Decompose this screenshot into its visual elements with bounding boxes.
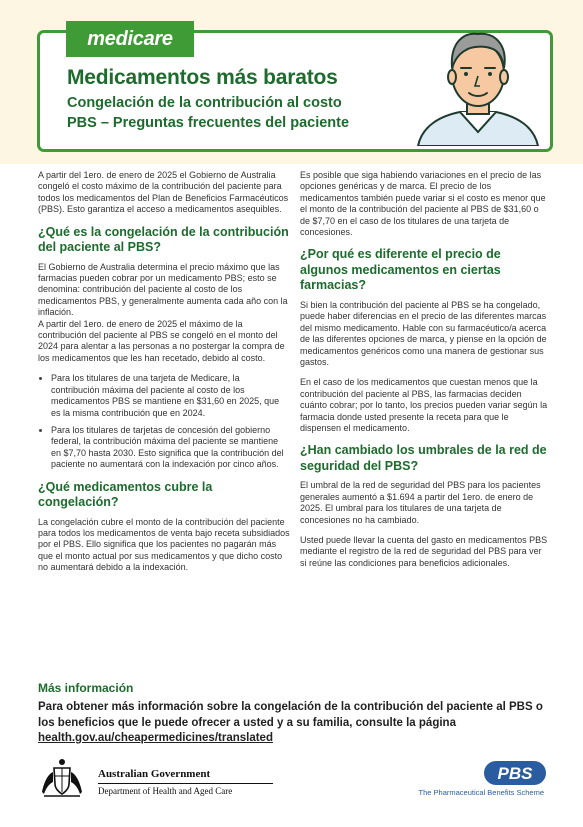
page-subtitle-line-2: PBS – Preguntas frecuentes del paciente [67, 115, 350, 131]
government-name: Australian Government [98, 768, 211, 780]
faq-heading-freeze: ¿Qué es la congelación de la contribución del paciente al PBS? [38, 224, 289, 255]
faq-heading-price-difference: ¿Por qué es diferente el precio de algunos medicamentos en ciertas farmacias? [300, 247, 501, 293]
pbs-tagline: The Pharmaceutical Benefits Scheme [418, 788, 544, 797]
faq-heading-coverage: ¿Qué medicamentos cubre la congelación? [38, 479, 213, 510]
faq-answer-paragraph: El Gobierno de Australia determina el precio máximo que las farmacias pueden cobrar por un medicamento PBS; esto se denomina: contribución del paciente al costo de los medicamentos PBS, y generalmente aumenta cada año con la inflación. [38, 261, 288, 318]
faq-answer-paragraph: A partir del 1ero. de enero de 2025 el máximo de la contribución del paciente al PBS se congeló en el monto del 2024 para alentar a las personas a no postergar la compra de los medicamentos que les han recetado, debido al costo. [38, 318, 285, 363]
page-title: Medicamentos más baratos [67, 66, 338, 89]
bullet-list [38, 373, 290, 470]
more-info-body: Para obtener más información sobre la congelación de la contribución del paciente al PBS o los beneficios que le puede ofrecer a usted y a su familia, consulte la página [38, 701, 543, 729]
list-item: • Para los titulares de una tarjeta de Medicare, la contribución máxima del paciente al costo de los medicamentos PBS se mantiene en $31,60 en 2025, que es la misma contribución que en 2024. [51, 373, 290, 419]
faq-answer-paragraph: Es posible que siga habiendo variaciones en el precio de las opciones genéricas y de marca. El precio de los medicamentos también puede variar si el costo es menor que el monto de la contribución del paciente al PBS de $31,60 o de $7,70 en el caso de los titulares de una tarjeta de concesiones. [300, 170, 546, 238]
faq-answer-paragraph: El umbral de la red de seguridad del PBS para los pacientes generales aumentó a $1.694 a partir del 1ero. de enero de 2025. El umbral para los titulares de una tarjeta de concesiones no ha cambiado. [300, 480, 541, 525]
page-subtitle-line-1: Congelación de la contribución al costo [67, 95, 342, 111]
faq-answer-paragraph: Usted puede llevar la cuenta del gasto en medicamentos PBS mediante el registro de la red de seguridad del PBS para ver si reúne las condiciones para beneficios adicionales. [300, 535, 548, 568]
faq-answer-paragraph: Si bien la contribución del paciente al PBS se ha congelado, puede haber diferencias en el precio de las diferentes marcas del mismo medicamento. Hable con su farmacéutico/a acerca de las diferentes opciones de marca, y piense en la opción de medicamentos genéricos como una manera de gestionar sus gastos. [300, 299, 547, 367]
medicare-logo: medicare [66, 21, 194, 57]
pbs-logo [483, 760, 547, 786]
faq-heading-safety-net: ¿Han cambiado los umbrales de la red de seguridad del PBS? [300, 443, 547, 473]
more-info-text [38, 700, 548, 747]
divider [98, 783, 273, 784]
more-info-link[interactable]: health.gov.au/cheapermedicines/translated [38, 732, 273, 744]
more-info-section [38, 681, 548, 747]
list-item: • Para los titulares de tarjetas de concesión del gobierno federal, la contribución máxima del paciente se mantiene en $7,70 hasta 2030. Esto significa que la contribución del paciente no aumentará con la indexación por cinco años. [51, 425, 290, 471]
intro-paragraph: A partir del 1ero. de enero de 2025 el Gobierno de Australia congeló el costo máximo de la contribución del paciente para todos los medicamentos del Plan de Beneficios Farmacéuticos (PBS). Esto garantiza el acceso a medicamentos asequibles. [38, 170, 289, 215]
person-illustration [410, 22, 545, 146]
right-column [300, 170, 550, 578]
faq-answer-paragraph: En el caso de los medicamentos que cuestan menos que la contribución del paciente al PBS, las farmacias deciden cuánto cobrar; por lo tanto, los precios pueden variar según la farmacia donde usted presente la receta para que le dispensen el medicamento. [300, 377, 548, 433]
left-column [38, 170, 290, 583]
faq-answer-paragraph: La congelación cubre el monto de la contribución del paciente para todos los medicamentos de venta bajo receta subsidiados por el PBS. Ello significa que los pacientes no pagarán más que el monto actual por sus medicamentos y que dicho costo no aumentará debido a la indexación. [38, 516, 290, 573]
coat-of-arms-icon [38, 758, 86, 800]
pbs-logo-text: PBS [497, 764, 533, 783]
department-name: Department of Health and Aged Care [98, 786, 233, 796]
more-info-heading: Más información [38, 681, 134, 695]
government-logo-block [38, 758, 278, 800]
